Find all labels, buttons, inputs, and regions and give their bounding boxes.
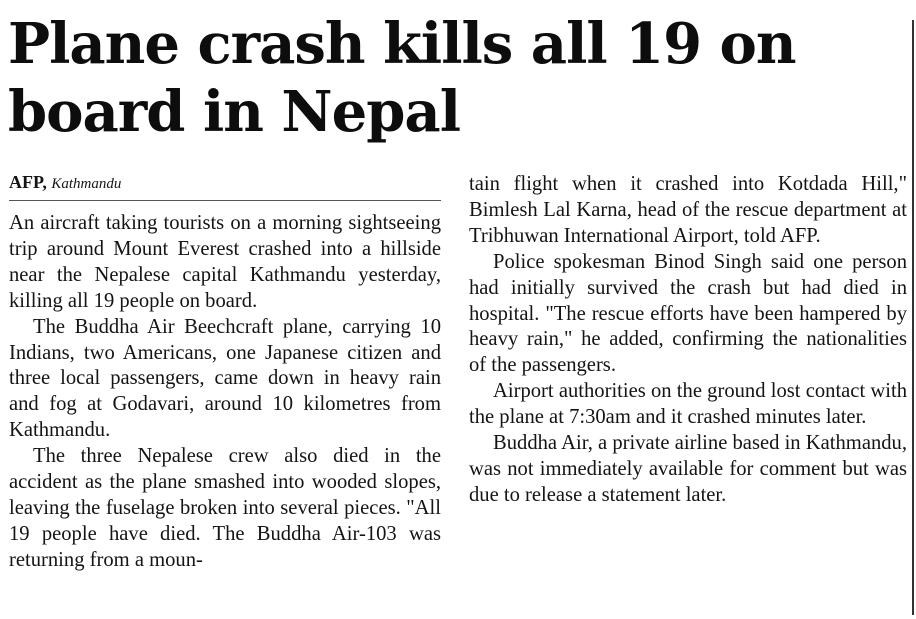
byline bbox=[9, 168, 441, 201]
paragraph: The Buddha Air Beechcraft plane, carrying 10 Indians, two Americans, one Japanese citizen and three local passengers, came down in heavy rain and fog at Godavari, around 10 kilometres from Kathmandu. bbox=[9, 315, 441, 442]
paragraph: tain flight when it crashed into Kotdada Hill," Bimlesh Lal Karna, head of the rescue department at Tribhuwan International Airport, told AFP. bbox=[469, 173, 907, 247]
headline-line-2: board in Nepal bbox=[8, 79, 460, 145]
column-rule bbox=[912, 20, 914, 615]
paragraph: Buddha Air, a private airline based in Kathmandu, was not immediately available for comment but was due to release a statement later. bbox=[469, 432, 907, 506]
byline-location: Kathmandu bbox=[51, 176, 122, 192]
paragraph: An aircraft taking tourists on a morning sightseeing trip around Mount Everest crashed into a hillside near the Nepalese capital Kathmandu yesterday, killing all 19 people on board. bbox=[9, 212, 441, 312]
paragraph: The three Nepalese crew also died in the accident as the plane smashed into wooded slopes, leaving the fuselage broken into several pieces. "All 19 people have died. The Buddha Air-103 was returning from a moun- bbox=[9, 445, 441, 571]
paragraph: Airport authorities on the ground lost contact with the plane at 7:30am and it crashed minutes later. bbox=[469, 380, 907, 429]
headline-line-1: Plane crash kills all 19 on bbox=[8, 11, 796, 77]
article-column-right bbox=[469, 172, 907, 509]
article-column-left bbox=[9, 168, 441, 574]
paragraph: Police spokesman Binod Singh said one person had initially survived the crash but had died in hospital. "The rescue efforts have been hampered by heavy rain," he added, confirming the nationalities of the passengers. bbox=[469, 250, 907, 377]
headline bbox=[8, 10, 888, 146]
byline-agency: AFP, bbox=[9, 172, 47, 192]
